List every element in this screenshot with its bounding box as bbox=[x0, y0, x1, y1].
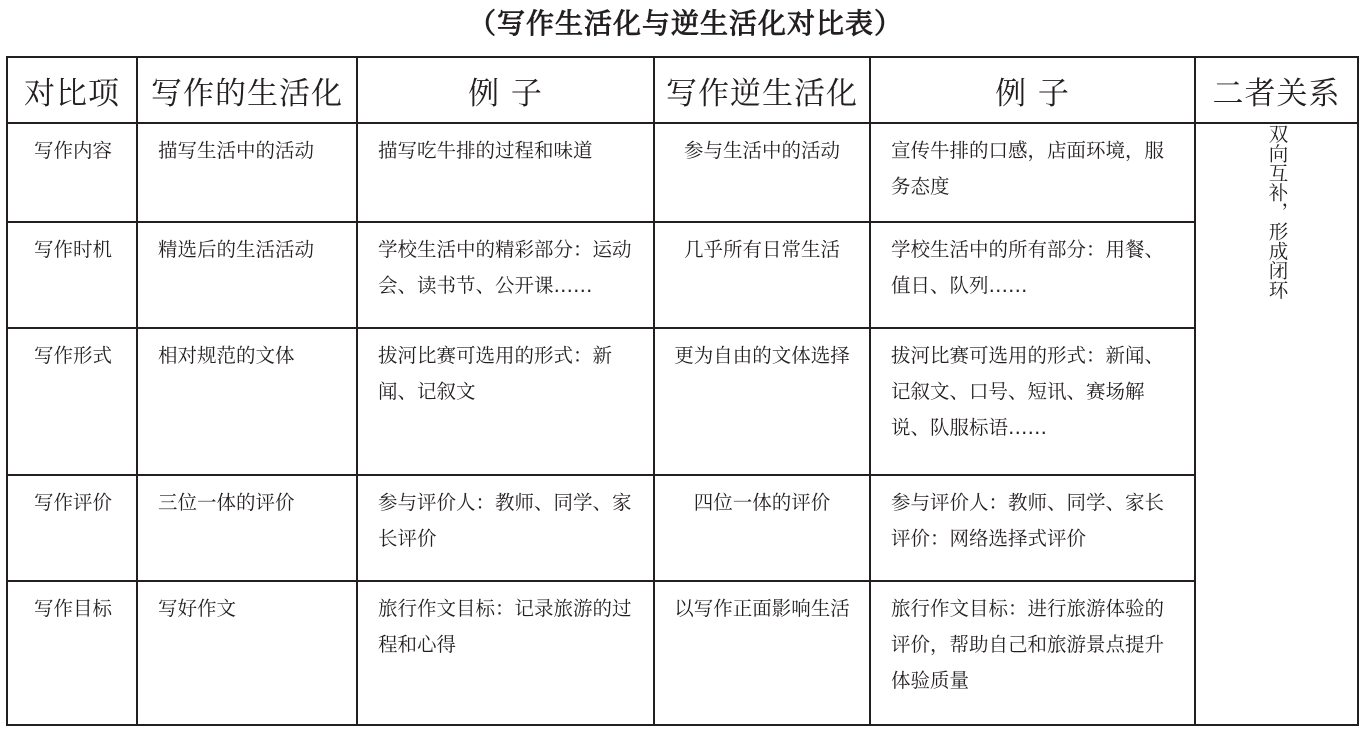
life-text: 写好作文 bbox=[158, 597, 237, 620]
anti-example-cell bbox=[870, 475, 1195, 581]
life-example-text: 学校生活中的精彩部分：运动会、读书节、公开课…… bbox=[378, 238, 632, 297]
row-item-cell bbox=[7, 581, 137, 725]
header-life-example: 例 子 bbox=[357, 57, 654, 123]
anti-example-cell bbox=[870, 328, 1195, 475]
anti-example-cell bbox=[870, 581, 1195, 725]
table-row bbox=[7, 222, 1358, 328]
anti-cell bbox=[654, 328, 870, 475]
anti-cell bbox=[654, 123, 870, 222]
header-compare-item: 对比项 bbox=[7, 57, 137, 123]
anti-cell bbox=[654, 475, 870, 581]
life-cell bbox=[137, 123, 357, 222]
row-item-cell bbox=[7, 123, 137, 222]
anti-example-cell bbox=[870, 123, 1195, 222]
life-example-cell bbox=[357, 222, 654, 328]
anti-example-text: 旅行作文目标：进行旅游体验的评价，帮助自己和旅游景点提升体验质量 bbox=[891, 597, 1165, 692]
row-item-cell bbox=[7, 475, 137, 581]
life-text: 描写生活中的活动 bbox=[158, 139, 315, 162]
life-text: 相对规范的文体 bbox=[158, 344, 295, 367]
anti-cell bbox=[654, 581, 870, 725]
table-row bbox=[7, 581, 1358, 725]
anti-text: 四位一体的评价 bbox=[693, 491, 831, 514]
table-row bbox=[7, 328, 1358, 475]
header-anti-example: 例 子 bbox=[870, 57, 1195, 123]
table-title: （写作生活化与逆生活化对比表） bbox=[467, 7, 903, 40]
anti-example-text: 拔河比赛可选用的形式：新闻、记叙文、口号、短讯、赛场解说、队服标语…… bbox=[891, 344, 1165, 439]
header-anti-life-writing: 写作逆生活化 bbox=[654, 57, 870, 123]
anti-text: 几乎所有日常生活 bbox=[683, 238, 840, 261]
row-item: 写作形式 bbox=[34, 344, 113, 367]
life-example-cell bbox=[357, 328, 654, 475]
life-example-text: 拔河比赛可选用的形式：新闻、记叙文 bbox=[378, 344, 613, 403]
anti-text: 更为自由的文体选择 bbox=[674, 344, 850, 367]
comparison-table bbox=[6, 56, 1359, 726]
anti-text: 参与生活中的活动 bbox=[683, 139, 840, 162]
life-cell bbox=[137, 328, 357, 475]
anti-example-cell bbox=[870, 222, 1195, 328]
anti-example-text: 宣传牛排的口感，店面环境，服务态度 bbox=[891, 139, 1165, 198]
row-item-cell bbox=[7, 328, 137, 475]
header-relation: 二者关系 bbox=[1195, 57, 1358, 123]
anti-example-text: 学校生活中的所有部分：用餐、值日、队列…… bbox=[891, 238, 1165, 297]
life-cell bbox=[137, 222, 357, 328]
life-example-text: 参与评价人：教师、同学、家长评价 bbox=[378, 491, 632, 550]
table-row bbox=[7, 123, 1358, 222]
life-example-cell bbox=[357, 475, 654, 581]
relation-cell bbox=[1195, 123, 1358, 725]
anti-example-text: 参与评价人：教师、同学、家长评价：网络选择式评价 bbox=[891, 491, 1165, 550]
anti-cell bbox=[654, 222, 870, 328]
life-text: 三位一体的评价 bbox=[158, 491, 295, 514]
row-item: 写作评价 bbox=[34, 491, 113, 514]
header-life-writing: 写作的生活化 bbox=[137, 57, 357, 123]
life-example-text: 描写吃牛排的过程和味道 bbox=[378, 139, 593, 162]
row-item-cell bbox=[7, 222, 137, 328]
row-item: 写作目标 bbox=[34, 597, 113, 620]
row-item: 写作时机 bbox=[34, 238, 113, 261]
relation-text: 双向互补，形成闭环 bbox=[1265, 124, 1289, 300]
life-cell bbox=[137, 475, 357, 581]
life-example-cell bbox=[357, 581, 654, 725]
life-cell bbox=[137, 581, 357, 725]
table-row bbox=[7, 475, 1358, 581]
life-text: 精选后的生活活动 bbox=[158, 238, 315, 261]
life-example-cell bbox=[357, 123, 654, 222]
life-example-text: 旅行作文目标：记录旅游的过程和心得 bbox=[378, 597, 632, 656]
anti-text: 以写作正面影响生活 bbox=[674, 597, 850, 620]
row-item: 写作内容 bbox=[34, 139, 113, 162]
header-row bbox=[7, 57, 1358, 123]
